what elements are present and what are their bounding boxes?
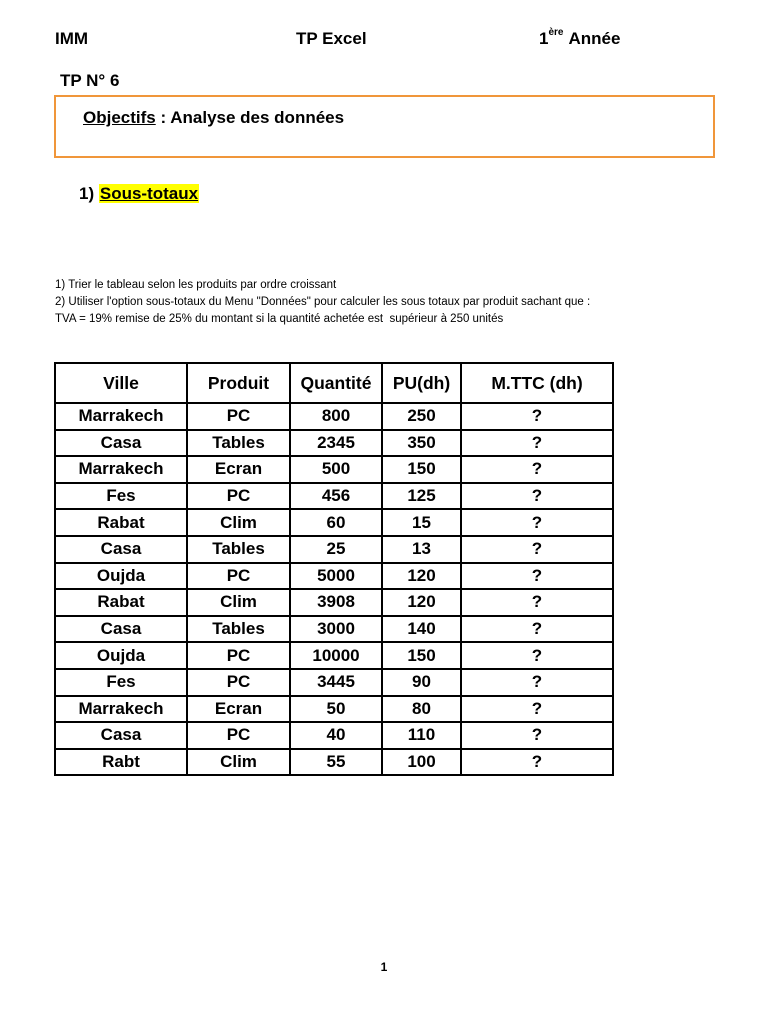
header-year-word: Année	[568, 29, 621, 48]
cell-quantite: 456	[290, 483, 382, 510]
cell-ville: Oujda	[55, 563, 187, 590]
table-row	[55, 403, 613, 430]
cell-pu: 250	[382, 403, 461, 430]
cell-produit: Tables	[187, 536, 290, 563]
header-school: IMM	[55, 29, 89, 48]
cell-pu: 120	[382, 589, 461, 616]
cell-ville: Casa	[55, 616, 187, 643]
cell-produit: PC	[187, 563, 290, 590]
objectives-label: Objectifs	[83, 108, 156, 127]
cell-produit: Clim	[187, 509, 290, 536]
cell-ville: Casa	[55, 536, 187, 563]
cell-produit: PC	[187, 483, 290, 510]
cell-produit: Tables	[187, 430, 290, 457]
header-year-sup: ère	[548, 27, 564, 38]
table-header-row	[55, 363, 613, 403]
cell-pu: 125	[382, 483, 461, 510]
instruction-1: 1) Trier le tableau selon les produits par ordre croissant	[55, 279, 337, 291]
cell-produit: PC	[187, 403, 290, 430]
cell-ville: Fes	[55, 669, 187, 696]
cell-produit: Ecran	[187, 696, 290, 723]
table-row	[55, 722, 613, 749]
table-row	[55, 563, 613, 590]
table-row	[55, 509, 613, 536]
cell-ville: Rabat	[55, 589, 187, 616]
cell-pu: 120	[382, 563, 461, 590]
header-year	[539, 29, 620, 49]
cell-mttc: ?	[461, 749, 613, 776]
cell-mttc: ?	[461, 669, 613, 696]
table-row	[55, 589, 613, 616]
cell-pu: 140	[382, 616, 461, 643]
cell-quantite: 25	[290, 536, 382, 563]
cell-quantite: 55	[290, 749, 382, 776]
cell-pu: 15	[382, 509, 461, 536]
cell-ville: Rabt	[55, 749, 187, 776]
cell-mttc: ?	[461, 456, 613, 483]
cell-pu: 13	[382, 536, 461, 563]
header-year-number: 1	[539, 29, 549, 48]
cell-mttc: ?	[461, 696, 613, 723]
cell-produit: PC	[187, 669, 290, 696]
cell-pu: 100	[382, 749, 461, 776]
cell-ville: Marrakech	[55, 403, 187, 430]
cell-ville: Rabat	[55, 509, 187, 536]
cell-quantite: 800	[290, 403, 382, 430]
instruction-3: TVA = 19% remise de 25% du montant si la quantité achetée est supérieur à 250 unités	[55, 313, 504, 325]
table-row	[55, 642, 613, 669]
cell-quantite: 3000	[290, 616, 382, 643]
header-produit: Produit	[187, 363, 290, 403]
cell-mttc: ?	[461, 589, 613, 616]
cell-quantite: 60	[290, 509, 382, 536]
cell-mttc: ?	[461, 563, 613, 590]
table-row	[55, 456, 613, 483]
section-title: Sous-totaux	[99, 184, 199, 203]
objectives-separator: :	[155, 108, 171, 127]
cell-produit: Tables	[187, 616, 290, 643]
table-row	[55, 616, 613, 643]
cell-ville: Casa	[55, 430, 187, 457]
table-row	[55, 536, 613, 563]
instruction-2: 2) Utiliser l'option sous-totaux du Menu "Données" pour calculer les sous totaux par produit sachant que :	[55, 296, 591, 308]
cell-produit: Ecran	[187, 456, 290, 483]
table-row	[55, 483, 613, 510]
cell-pu: 150	[382, 642, 461, 669]
section-number: 1)	[79, 184, 95, 203]
cell-produit: PC	[187, 642, 290, 669]
cell-mttc: ?	[461, 616, 613, 643]
header-pu: PU(dh)	[382, 363, 461, 403]
objectives-text: Analyse des données	[170, 108, 345, 127]
header-course: TP Excel	[296, 29, 367, 48]
cell-mttc: ?	[461, 483, 613, 510]
cell-produit: Clim	[187, 749, 290, 776]
cell-quantite: 2345	[290, 430, 382, 457]
cell-quantite: 500	[290, 456, 382, 483]
objectives-line	[83, 108, 344, 128]
cell-ville: Oujda	[55, 642, 187, 669]
cell-quantite: 3445	[290, 669, 382, 696]
cell-pu: 80	[382, 696, 461, 723]
cell-mttc: ?	[461, 509, 613, 536]
cell-ville: Fes	[55, 483, 187, 510]
table-row	[55, 430, 613, 457]
page-number: 1	[380, 960, 388, 974]
header-quantite: Quantité	[290, 363, 382, 403]
header-mttc: M.TTC (dh)	[461, 363, 613, 403]
cell-pu: 90	[382, 669, 461, 696]
cell-mttc: ?	[461, 403, 613, 430]
cell-mttc: ?	[461, 642, 613, 669]
table-row	[55, 669, 613, 696]
section-heading	[79, 184, 199, 204]
cell-pu: 350	[382, 430, 461, 457]
cell-mttc: ?	[461, 722, 613, 749]
cell-ville: Marrakech	[55, 456, 187, 483]
cell-quantite: 40	[290, 722, 382, 749]
cell-ville: Marrakech	[55, 696, 187, 723]
table-row	[55, 696, 613, 723]
cell-mttc: ?	[461, 536, 613, 563]
tp-title: TP N° 6	[60, 71, 120, 90]
cell-pu: 150	[382, 456, 461, 483]
cell-produit: PC	[187, 722, 290, 749]
cell-quantite: 10000	[290, 642, 382, 669]
cell-ville: Casa	[55, 722, 187, 749]
header-ville: Ville	[55, 363, 187, 403]
cell-pu: 110	[382, 722, 461, 749]
cell-quantite: 5000	[290, 563, 382, 590]
cell-quantite: 50	[290, 696, 382, 723]
sales-table	[54, 362, 614, 776]
cell-quantite: 3908	[290, 589, 382, 616]
cell-mttc: ?	[461, 430, 613, 457]
table-row	[55, 749, 613, 776]
cell-produit: Clim	[187, 589, 290, 616]
